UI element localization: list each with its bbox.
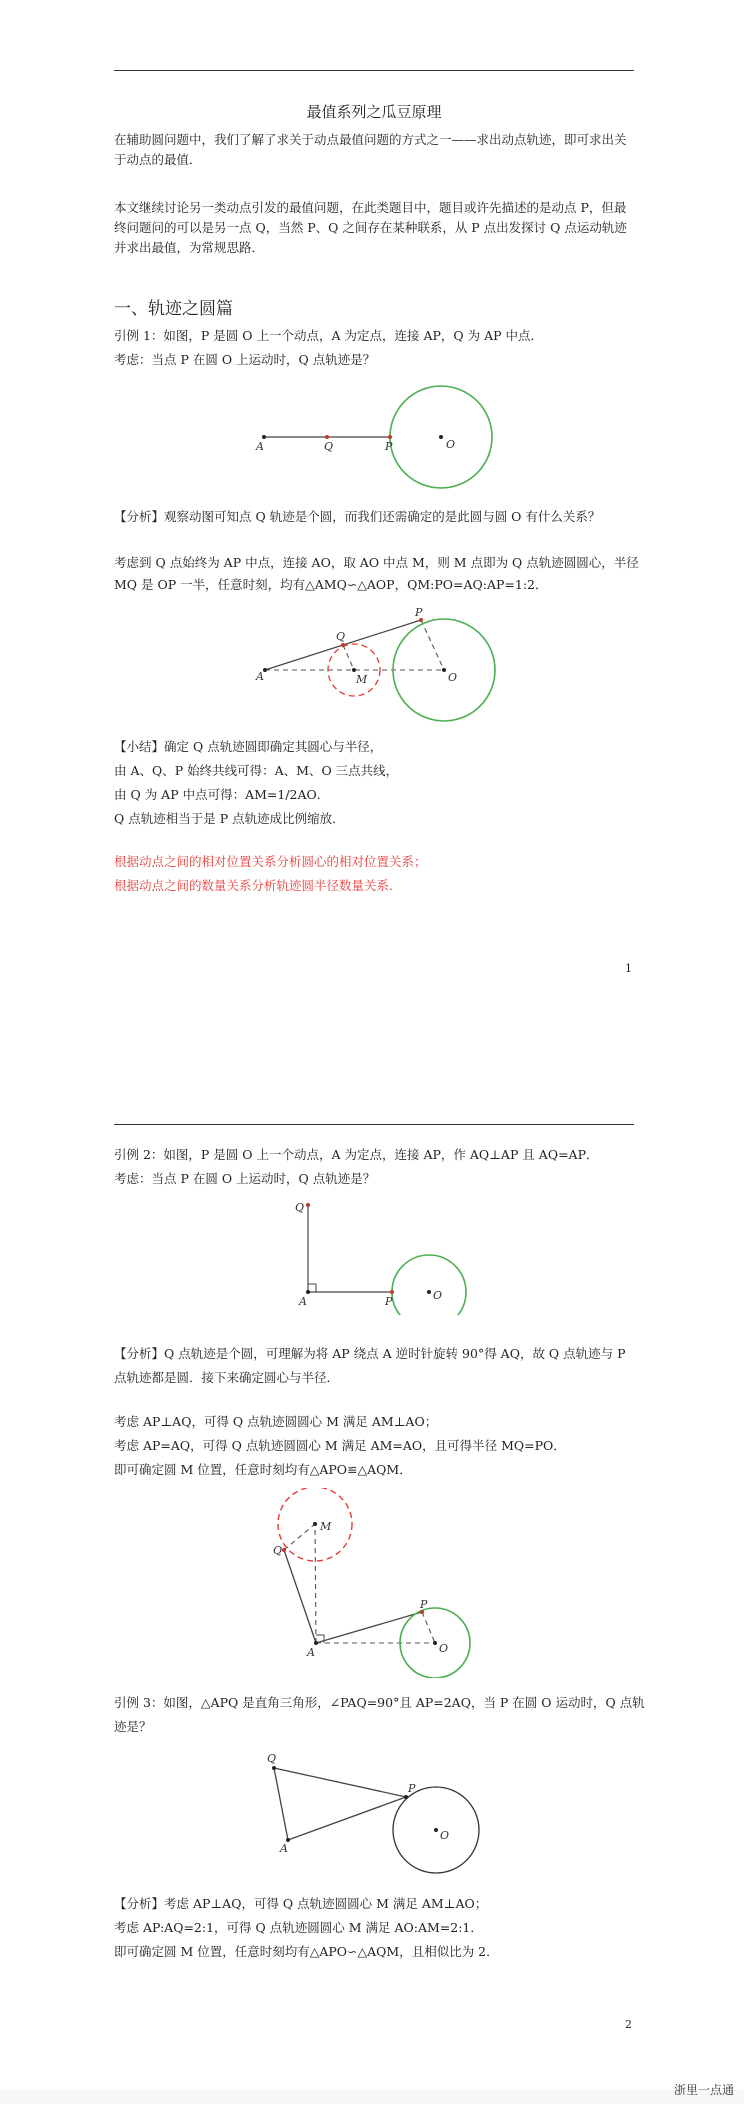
point-p	[388, 435, 392, 439]
analysis2-line2: MQ 是 OP 一半，任意时刻，均有△AMQ∽△AOP，QM:PO=AQ:AP=1:2．	[114, 577, 548, 592]
point-p	[390, 1290, 394, 1294]
key-point-2: 根据动点之间的数量关系分析轨迹圆半径数量关系．	[114, 878, 402, 893]
label-q: Q	[336, 630, 346, 643]
label-p: P	[385, 1295, 393, 1308]
point-q	[325, 435, 329, 439]
figure-example2-solution	[270, 1488, 490, 1678]
label-m: M	[320, 1520, 332, 1533]
analysis-example3-line1: 【分析】考虑 AP⊥AQ，可得 Q 点轨迹圆圆心 M 满足 AM⊥AO；	[114, 1896, 488, 1911]
analysis-example2-line4: 考虑 AP=AQ，可得 Q 点轨迹圆圆心 M 满足 AM=AO，且可得半径 MQ=PO．	[114, 1438, 566, 1453]
label-q: Q	[267, 1752, 277, 1765]
label-o: O	[440, 1829, 450, 1842]
label-q: Q	[295, 1201, 305, 1214]
figure-example1	[250, 380, 510, 495]
analysis-example2-line5: 即可确定圆 M 位置，任意时刻均有△APO≌△AQM．	[114, 1462, 412, 1477]
label-a: A	[256, 440, 264, 453]
analysis-example2-line2: 点轨迹都是圆．接下来确定圆心与半径．	[114, 1370, 340, 1385]
analysis-example2-line1: 【分析】Q 点轨迹是个圆，可理解为将 AP 绕点 A 逆时针旋转 90°得 AQ，故 Q 点轨迹与 P	[114, 1346, 626, 1361]
figure-example1-solution	[250, 608, 510, 728]
intro-paragraph-1: 在辅助圆问题中，我们了解了求关于动点最值问题的方式之一——求出动点轨迹，即可求出关于动点的最值．	[114, 132, 627, 167]
label-p: P	[408, 1782, 416, 1795]
analysis1: 【分析】观察动图可知点 Q 轨迹是个圆，而我们还需确定的是此圆与圆 O 有什么关系？	[114, 509, 601, 524]
label-q: Q	[273, 1544, 283, 1557]
label-a: A	[280, 1842, 288, 1855]
label-p: P	[385, 440, 393, 453]
figure-example3	[262, 1748, 502, 1888]
page1-top-rule	[114, 70, 634, 71]
example1-line2: 考虑：当点 P 在圆 O 上运动时，Q 点轨迹是？	[114, 352, 376, 367]
label-q: Q	[324, 440, 334, 453]
label-p: P	[420, 1598, 428, 1611]
analysis-example3-line2: 考虑 AP:AQ=2:1，可得 Q 点轨迹圆圆心 M 满足 AO:AM=2:1．	[114, 1920, 483, 1935]
summary-line3: 由 Q 为 AP 中点可得：AM=1/2AO．	[114, 787, 330, 802]
page2-top-rule	[114, 1124, 634, 1125]
circle-o	[392, 1255, 466, 1315]
label-o: O	[433, 1289, 443, 1302]
example3-line2: 迹是？	[114, 1719, 152, 1734]
label-p: P	[415, 608, 423, 619]
label-a: A	[256, 670, 264, 683]
summary-line2: 由 A、Q、P 始终共线可得：A、M、O 三点共线，	[114, 763, 399, 778]
label-a: A	[307, 1646, 315, 1659]
intro-paragraph-2: 本文继续讨论另一类动点引发的最值问题，在此类题目中，题目或许先描述的是动点 P，但最终问题问的可以是另一点 Q，当然 P、Q 之间存在某种联系，从 P 点出发探讨 Q 点运动轨迹并求出最值，为常规思路．	[114, 200, 627, 255]
analysis2-line1: 考虑到 Q 点始终为 AP 中点，连接 AO，取 AO 中点 M，则 M 点即为 Q 点轨迹圆圆心，半径	[114, 555, 639, 570]
footer-watermark: 浙里一点通	[673, 2083, 734, 2097]
section-heading-circle: 一、轨迹之圆篇	[114, 299, 233, 319]
example1-line1: 引例 1：如图，P 是圆 O 上一个动点，A 为定点，连接 AP，Q 为 AP 中点．	[114, 328, 544, 343]
figure-example2	[290, 1195, 480, 1315]
label-m: M	[356, 673, 368, 686]
summary-line4: Q 点轨迹相当于是 P 点轨迹成比例缩放．	[114, 811, 345, 826]
analysis-example2-line3: 考虑 AP⊥AQ，可得 Q 点轨迹圆圆心 M 满足 AM⊥AO；	[114, 1414, 438, 1429]
analysis-example3-line3: 即可确定圆 M 位置，任意时刻均有△APO∽△AQM，且相似比为 2．	[114, 1944, 499, 1959]
point-q	[306, 1203, 310, 1207]
label-o: O	[446, 438, 456, 451]
page-number-1: 1	[625, 962, 632, 975]
example2-line1: 引例 2：如图，P 是圆 O 上一个动点，A 为定点，连接 AP，作 AQ⊥AP 且 AQ=AP．	[114, 1147, 599, 1162]
page-title: 最值系列之瓜豆原理	[306, 103, 442, 121]
example2-line2: 考虑：当点 P 在圆 O 上运动时，Q 点轨迹是？	[114, 1171, 376, 1186]
bottom-strip	[0, 2090, 744, 2104]
page-number-2: 2	[625, 2018, 632, 2031]
label-o: O	[439, 1642, 449, 1655]
key-point-1: 根据动点之间的相对位置关系分析圆心的相对位置关系；	[114, 854, 427, 869]
label-a: A	[299, 1295, 307, 1308]
summary-line1: 【小结】确定 Q 点轨迹圆即确定其圆心与半径，	[114, 739, 383, 754]
example3-line1: 引例 3：如图，△APQ 是直角三角形，∠PAQ=90°且 AP=2AQ，当 P 在圆 O 运动时，Q 点轨	[114, 1695, 645, 1710]
label-o: O	[448, 671, 458, 684]
